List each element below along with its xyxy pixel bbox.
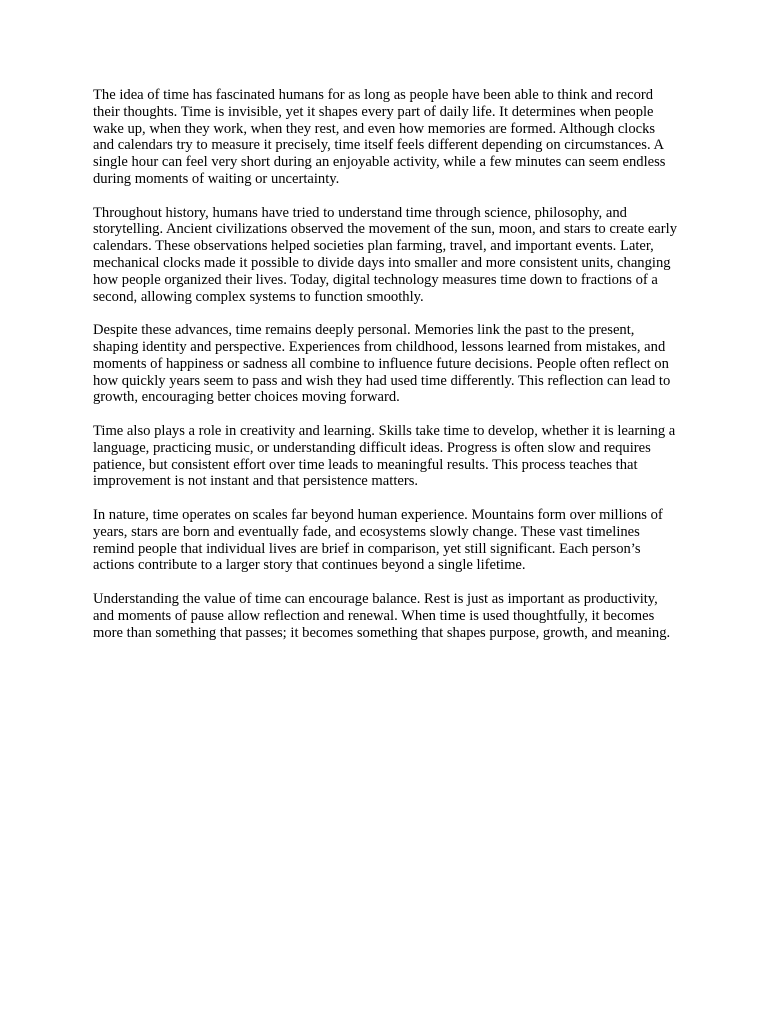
document-body [93,87,678,641]
paragraph-1: The idea of time has fascinated humans for as long as people have been able to think and record their thoughts. Time is invisible, yet it shapes every part of daily life. It determines when people wake up, when they work, when they rest, and even how memories are formed. Although clocks and calendars try to measure it precisely, time itself feels different depending on circumstances. A single hour can feel very short during an enjoyable activity, while a few minutes can seem endless during moments of waiting or uncertainty. [93,87,666,187]
paragraph-3: Despite these advances, time remains deeply personal. Memories link the past to the present, shaping identity and perspective. Experiences from childhood, lessons learned from mistakes, and moments of happiness or sadness all combine to influence future decisions. People often reflect on how quickly years seem to pass and wish they had used time differently. This reflection can lead to growth, encouraging better choices moving forward. [93,322,671,406]
paragraph-2: Throughout history, humans have tried to understand time through science, philosophy, and storytelling. Ancient civilizations observed the movement of the sun, moon, and stars to create early calendars. These observations helped societies plan farming, travel, and important events. Later, mechanical clocks made it possible to divide days into smaller and more consistent units, changing how people organized their lives. Today, digital technology measures time down to fractions of a second, allowing complex systems to function smoothly. [93,204,677,305]
paragraph-4: Time also plays a role in creativity and learning. Skills take time to develop, whether it is learning a language, practicing music, or understanding difficult ideas. Progress is often slow and requires patience, but consistent effort over time leads to meaningful results. This process teaches that improvement is not instant and that persistence matters. [93,422,676,490]
paragraph-6: Understanding the value of time can encourage balance. Rest is just as important as productivity, and moments of pause allow reflection and renewal. When time is used thoughtfully, it becomes more than something that passes; it becomes something that shapes purpose, growth, and meaning. [93,590,671,641]
paragraph-5: In nature, time operates on scales far beyond human experience. Mountains form over millions of years, stars are born and eventually fade, and ecosystems slowly change. These vast timelines remind people that individual lives are brief in comparison, yet still significant. Each person’s actions contribute to a larger story that continues beyond a single lifetime. [93,506,663,574]
